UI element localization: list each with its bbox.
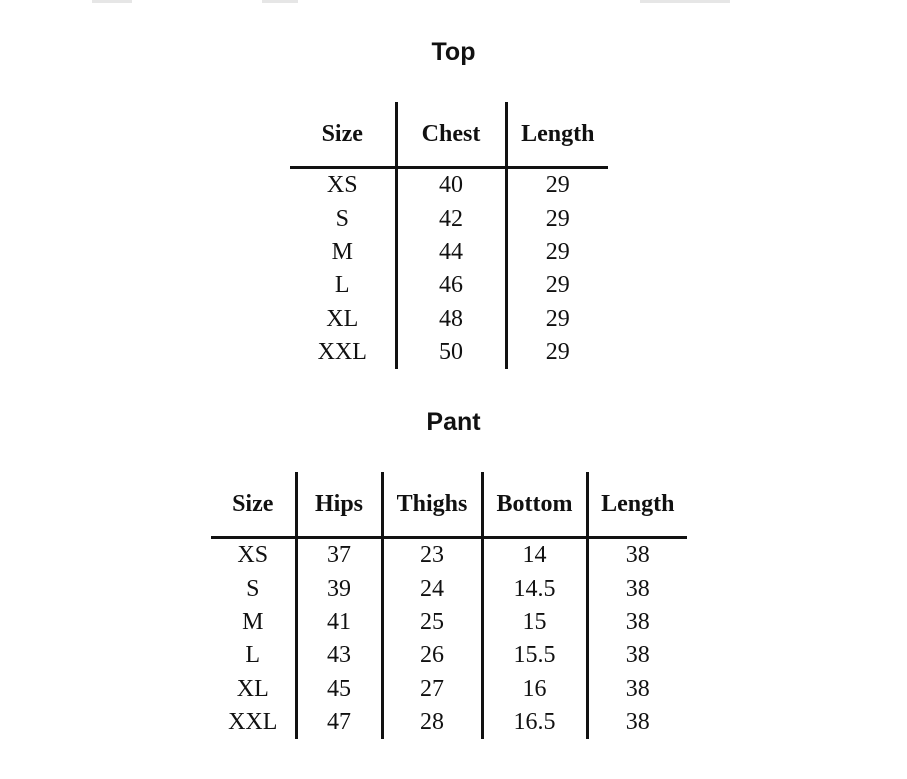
- column-header-thighs: Thighs: [382, 472, 482, 538]
- table-row: [290, 236, 608, 269]
- length-cell: 29: [506, 269, 608, 302]
- column-header-hips: Hips: [296, 472, 382, 538]
- size-cell: M: [331, 238, 353, 265]
- length-cell: 29: [506, 303, 608, 336]
- table-row: [290, 336, 608, 369]
- size-cell: XL: [326, 305, 359, 332]
- size-cell: XXL: [228, 709, 278, 736]
- chest-cell: 42: [396, 202, 506, 235]
- pant-size-chart-title: Pant: [426, 408, 481, 436]
- table-row: [211, 673, 687, 706]
- length-cell: 29: [506, 202, 608, 235]
- hips-cell: 47: [296, 706, 382, 739]
- size-cell: L: [334, 272, 350, 299]
- length-cell: 38: [587, 606, 687, 639]
- size-cell: XS: [237, 542, 269, 569]
- table-header-row: [211, 472, 687, 538]
- column-header-bottom: Bottom: [482, 472, 587, 538]
- length-cell: 29: [506, 236, 608, 269]
- top-size-chart-title: Top: [431, 38, 476, 66]
- length-cell: 29: [506, 336, 608, 369]
- table-row: [211, 538, 687, 573]
- chest-cell: 40: [396, 168, 506, 203]
- table-row: [290, 269, 608, 302]
- bottom-cell: 15: [482, 606, 587, 639]
- length-cell: 38: [587, 673, 687, 706]
- chest-cell: 50: [396, 336, 506, 369]
- top-size-chart-table: [290, 102, 608, 369]
- cropped-edge-mark: [92, 0, 132, 3]
- bottom-cell: 15.5: [482, 639, 587, 672]
- table-row: [211, 706, 687, 739]
- thighs-cell: 24: [382, 572, 482, 605]
- pant-size-chart-table: [211, 472, 687, 739]
- column-header-chest: Chest: [396, 102, 506, 168]
- bottom-cell: 14: [482, 538, 587, 573]
- size-cell: M: [242, 608, 264, 635]
- cropped-edge-mark: [262, 0, 298, 3]
- chest-cell: 48: [396, 303, 506, 336]
- column-header-length: Length: [587, 472, 687, 538]
- length-cell: 38: [587, 706, 687, 739]
- size-cell: L: [245, 642, 261, 669]
- size-cell: XS: [326, 172, 358, 199]
- column-header-length: Length: [506, 102, 608, 168]
- table-row: [290, 202, 608, 235]
- table-row: [211, 639, 687, 672]
- cropped-edge-mark: [640, 0, 730, 3]
- bottom-cell: 14.5: [482, 572, 587, 605]
- thighs-cell: 23: [382, 538, 482, 573]
- length-cell: 38: [587, 538, 687, 573]
- thighs-cell: 26: [382, 639, 482, 672]
- table-row: [211, 606, 687, 639]
- hips-cell: 45: [296, 673, 382, 706]
- column-header-size: Size: [290, 102, 396, 168]
- size-cell: XL: [236, 675, 269, 702]
- table-row: [211, 572, 687, 605]
- size-cell: XXL: [317, 339, 367, 366]
- chest-cell: 44: [396, 236, 506, 269]
- thighs-cell: 25: [382, 606, 482, 639]
- hips-cell: 37: [296, 538, 382, 573]
- length-cell: 38: [587, 572, 687, 605]
- table-header-row: [290, 102, 608, 168]
- table-row: [290, 303, 608, 336]
- thighs-cell: 28: [382, 706, 482, 739]
- bottom-cell: 16: [482, 673, 587, 706]
- length-cell: 38: [587, 639, 687, 672]
- bottom-cell: 16.5: [482, 706, 587, 739]
- hips-cell: 39: [296, 572, 382, 605]
- size-cell: S: [246, 575, 260, 602]
- thighs-cell: 27: [382, 673, 482, 706]
- chest-cell: 46: [396, 269, 506, 302]
- size-cell: S: [335, 205, 349, 232]
- length-cell: 29: [506, 168, 608, 203]
- hips-cell: 43: [296, 639, 382, 672]
- table-row: [290, 168, 608, 203]
- hips-cell: 41: [296, 606, 382, 639]
- column-header-size: Size: [211, 472, 296, 538]
